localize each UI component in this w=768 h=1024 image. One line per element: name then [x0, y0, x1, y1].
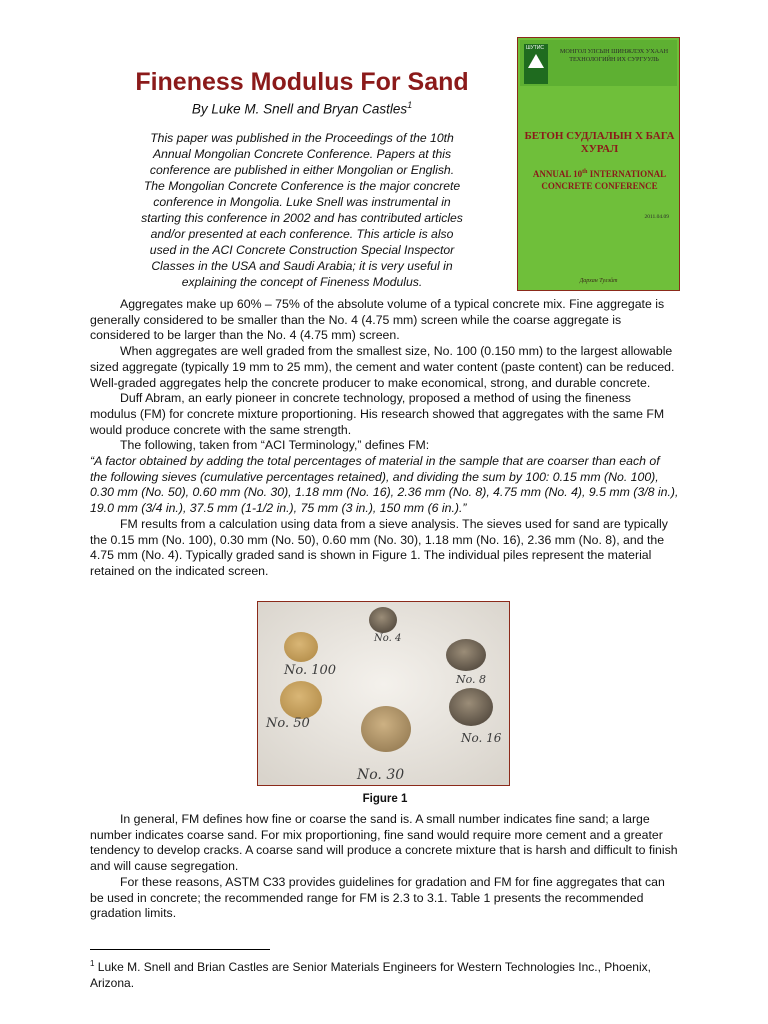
paragraph: In general, FM defines how fine or coarse the sand is. A small number indicates fine sand; a large number indicates coarse sand. For mix proportioning, fine sand would require more cement and a greater tendency to develop cracks. A coarse sand will produce a concrete mixture that is harsh and difficult to finish and will cause segregation.: [90, 812, 678, 874]
paragraph: The following, taken from “ACI Terminology,” defines FM:: [120, 438, 430, 453]
byline-footnote-mark: 1: [407, 100, 413, 110]
footnote-text: Luke M. Snell and Brian Castles are Senior Materials Engineers for Western Technologies Inc., Phoenix, Arizona.: [90, 960, 651, 990]
paragraph: Aggregates make up 60% – 75% of the absolute volume of a typical concrete mix. Fine aggregate is generally considered to be smaller than the No. 4 (4.75 mm) screen while the coarse aggregate is considered to be larger than the No. 4 (4.75 mm) screen.: [90, 297, 665, 343]
cover-mongolian-title: БЕТОН СУДЛАЛЫН Х БАГА ХУРАЛ: [524, 130, 675, 155]
cover-english-title: [524, 166, 675, 192]
sand-pile-no16: [449, 688, 493, 726]
label-no100: No. 100: [284, 663, 337, 678]
footnote-mark: 1: [90, 959, 95, 968]
byline: [92, 100, 512, 117]
sand-pile-no100: [284, 632, 318, 662]
label-no4: No. 4: [374, 633, 402, 644]
article-body-top: [90, 297, 680, 580]
paragraph: When aggregates are well graded from the smallest size, No. 100 (0.150 mm) to the largest allowable sized aggregate (typically 19 mm to 25 mm), the cement and water content (paste content) can be reduced. Well-graded aggregates help the concrete producer to make economical, strong, and durable concrete.: [90, 344, 675, 390]
cover-date: 2011.04.09: [644, 214, 669, 220]
abstract: This paper was published in the Proceedings of the 10th Annual Mongolian Concrete Conference. Papers at this conference are published in either Mongolian or English. The Mongolian Concrete Conference is the major concrete conference in Mongolia. Luke Snell was instrumental in starting this conference in 2002 and has contributed articles and/or presented at each conference. This article is also used in the ACI Concrete Construction Special Inspector Classes in the USA and Saudi Arabia; it is very useful in explaining the concept of Fineness Modulus.: [141, 131, 463, 289]
label-no16: No. 16: [461, 731, 502, 745]
figure-caption: Figure 1: [362, 793, 408, 805]
paragraph: For these reasons, ASTM C33 provides guidelines for gradation and FM for fine aggregates that can be used in concrete; the recommended range for FM is 2.3 to 3.1. Table 1 presents the recommended gradation limits.: [90, 874, 665, 921]
sand-pile-no4: [369, 607, 397, 633]
footnote: [90, 956, 680, 991]
cover-header-text: МОНГОЛ УЛСЫН ШИНЖЛЭХ УХААН ТЕХНОЛОГИЙН ИХ СУРГУУЛЬ: [559, 48, 669, 63]
paragraph: FM results from a calculation using data from a sieve analysis. The sieves used for sand are typically the 0.15 mm (No. 100), 0.30 mm (No. 50), 0.60 mm (No. 30), 1.18 mm (No. 16), 2.36 mm (No. 8), and the 4.75 mm (No. 4). Typically graded sand is shown in Figure 1. The individual piles represent the material retained on the indicated screen.: [90, 516, 668, 578]
page-title: Fineness Modulus For Sand: [135, 68, 469, 96]
cover-signature: Дархан Тулэйт: [579, 278, 618, 284]
sand-pile-no50: [280, 681, 322, 719]
paragraph: Duff Abram, an early pioneer in concrete technology, proposed a method of using the fineness modulus (FM) for concrete mixture proportioning. His research showed that aggregates with the same FM would produce concrete with the same strength.: [90, 391, 665, 437]
cover-english-title-part1: ANNUAL 10: [532, 169, 583, 179]
label-no30: No. 30: [357, 767, 405, 783]
cover-english-title-sup: th: [582, 169, 588, 175]
label-no50: No. 50: [266, 716, 310, 731]
label-no8: No. 8: [456, 673, 487, 686]
cover-english-title-part2: INTERNATIONAL CONCRETE CONFERENCE: [541, 169, 667, 191]
sand-pile-no8: [446, 639, 486, 671]
figure-1-sand-photo: [257, 601, 510, 786]
article-body-bottom: [90, 812, 680, 922]
byline-authors: By Luke M. Snell and Bryan Castles: [191, 101, 408, 117]
university-logo: ШУТИС: [524, 44, 548, 84]
proceedings-cover-image: [517, 37, 680, 291]
definition-quote: “A factor obtained by adding the total percentages of material in the sample that are coarser than each of the following sieves (cumulative percentages retained), and dividing the sum by 100: 0.15 mm (No. 100), 0.30 mm (No. 50), 0.60 mm (No. 30), 1.18 mm (No. 16), 2.36 mm (No. 8), 4.75 mm (No. 4), 9.5 mm (3/8 in.), 19.0 mm (3/4 in.), 37.5 mm (1-1/2 in.), 75 mm (3 in.), 150 mm (6 in.).”: [90, 454, 679, 516]
sand-pile-no30: [361, 706, 411, 752]
footnote-divider: [90, 949, 270, 950]
